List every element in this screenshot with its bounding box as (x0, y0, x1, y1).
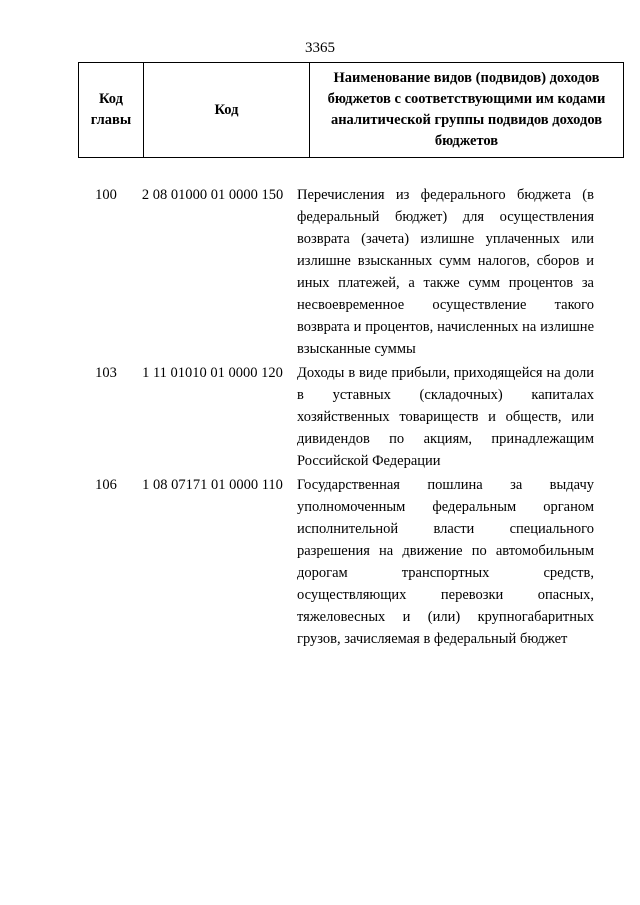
row-chapter-code: 106 (95, 477, 117, 493)
row-chapter-code: 100 (95, 187, 117, 203)
header-name: Наименование видов (подвидов) доходов бюджетов с соответствующими им кодами аналитической группы подвидов доходов бюджетов (310, 63, 624, 158)
row-name: Перечисления из федерального бюджета (в федеральный бюджет) для осуществления возврата (зачета) излишне уплаченных или излишне взысканных сумм налогов, сборов и иных платежей, а также сумм процентов за несвоевременное осуществление такого возврата и процентов, начисленных на излишне взысканные суммы (297, 187, 594, 357)
row-name: Доходы в виде прибыли, приходящейся на доли в уставных (складочных) капиталах хозяйственных товариществ и обществ, или дивидендов по акциям, принадлежащим Российской Федерации (297, 365, 594, 469)
header-code: Код (144, 63, 310, 158)
table-row (78, 362, 596, 472)
row-code: 1 11 01010 01 0000 120 (142, 365, 283, 381)
row-chapter-code: 103 (95, 365, 117, 381)
row-code: 1 08 07171 01 0000 110 (142, 477, 283, 493)
table-row (78, 474, 596, 650)
row-code: 2 08 01000 01 0000 150 (141, 187, 284, 203)
page-number: 3365 (305, 40, 335, 56)
table-header (78, 62, 624, 158)
row-name: Государственная пошлина за выдачу уполномоченным федеральным органом исполнительной власти специального разрешения на движение по автомобильным дорогам транспортных средств, осуществляющих перевозки опасных, тяжеловесных и (или) крупногабаритных грузов, зачисляемая в федеральный бюджет (297, 477, 594, 647)
table-row (78, 184, 596, 360)
header-chapter-code: Код главы (79, 63, 144, 158)
table-body (78, 184, 596, 652)
